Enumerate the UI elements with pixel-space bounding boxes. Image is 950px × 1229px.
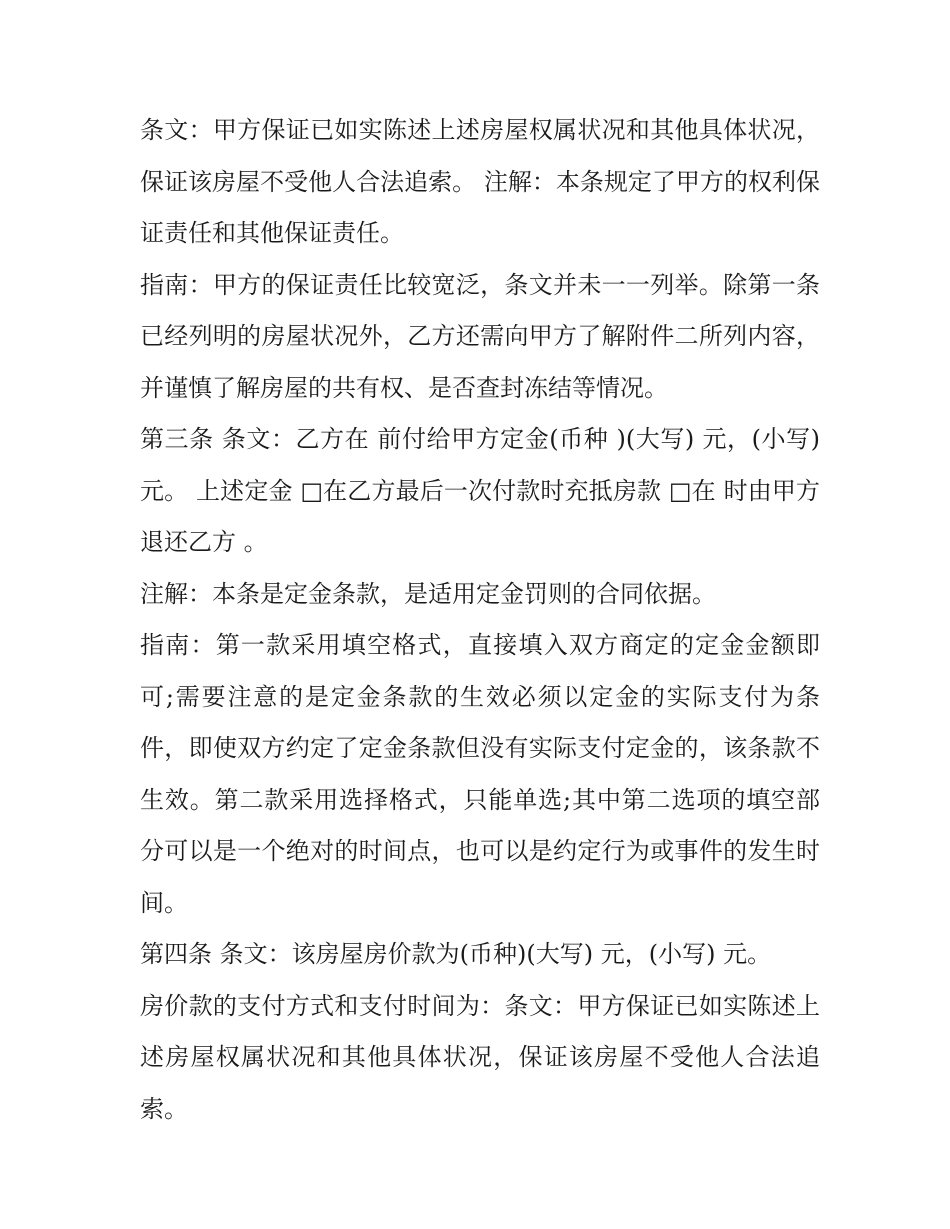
paragraph-article-4-clause: 第四条 条文：该房屋房价款为(币种)(大写) 元，(小写) 元。: [140, 940, 772, 968]
paragraph-warranty-guide: 指南：甲方的保证责任比较宽泛，条文并未一一列举。除第一条已经列明的房屋状况外，乙方还需向甲方了解附件二所列内容，并谨慎了解房屋的共有权、是否查封冻结等情况。: [140, 270, 820, 402]
paragraph-warranty-clause: 条文：甲方保证已如实陈述上述房屋权属状况和其他具体状况，保证该房屋不受他人合法追索。 注解：本条规定了甲方的权利保证责任和其他保证责任。: [140, 116, 820, 247]
paragraph-article-3-note: 注解：本条是定金条款，是适用定金罚则的合同依据。: [140, 579, 716, 608]
paragraph-article-3-guide: 指南：第一款采用填空格式，直接填入双方商定的定金金额即可;需要注意的是定金条款的生效必须以定金的实际支付为条件，即使双方约定了定金条款但没有实际支付定金的，该条款不生效。第二款采用选择格式，只能单选;其中第二选项的填空部分可以是一个绝对的时间点，也可以是约定行为或事件的发生时间。: [140, 631, 820, 917]
paragraph-payment-method: 房价款的支付方式和支付时间为：条文：甲方保证已如实陈述上述房屋权属状况和其他具体状况，保证该房屋不受他人合法追索。: [140, 991, 820, 1123]
paragraph-article-3-clause: 第三条 条文：乙方在 前付给甲方定金(币种 )(大写) 元，(小写) 元。 上述定金 □在乙方最后一次付款时充抵房款 □在 时由甲方退还乙方 。: [140, 425, 820, 556]
document-body: [140, 105, 820, 1135]
